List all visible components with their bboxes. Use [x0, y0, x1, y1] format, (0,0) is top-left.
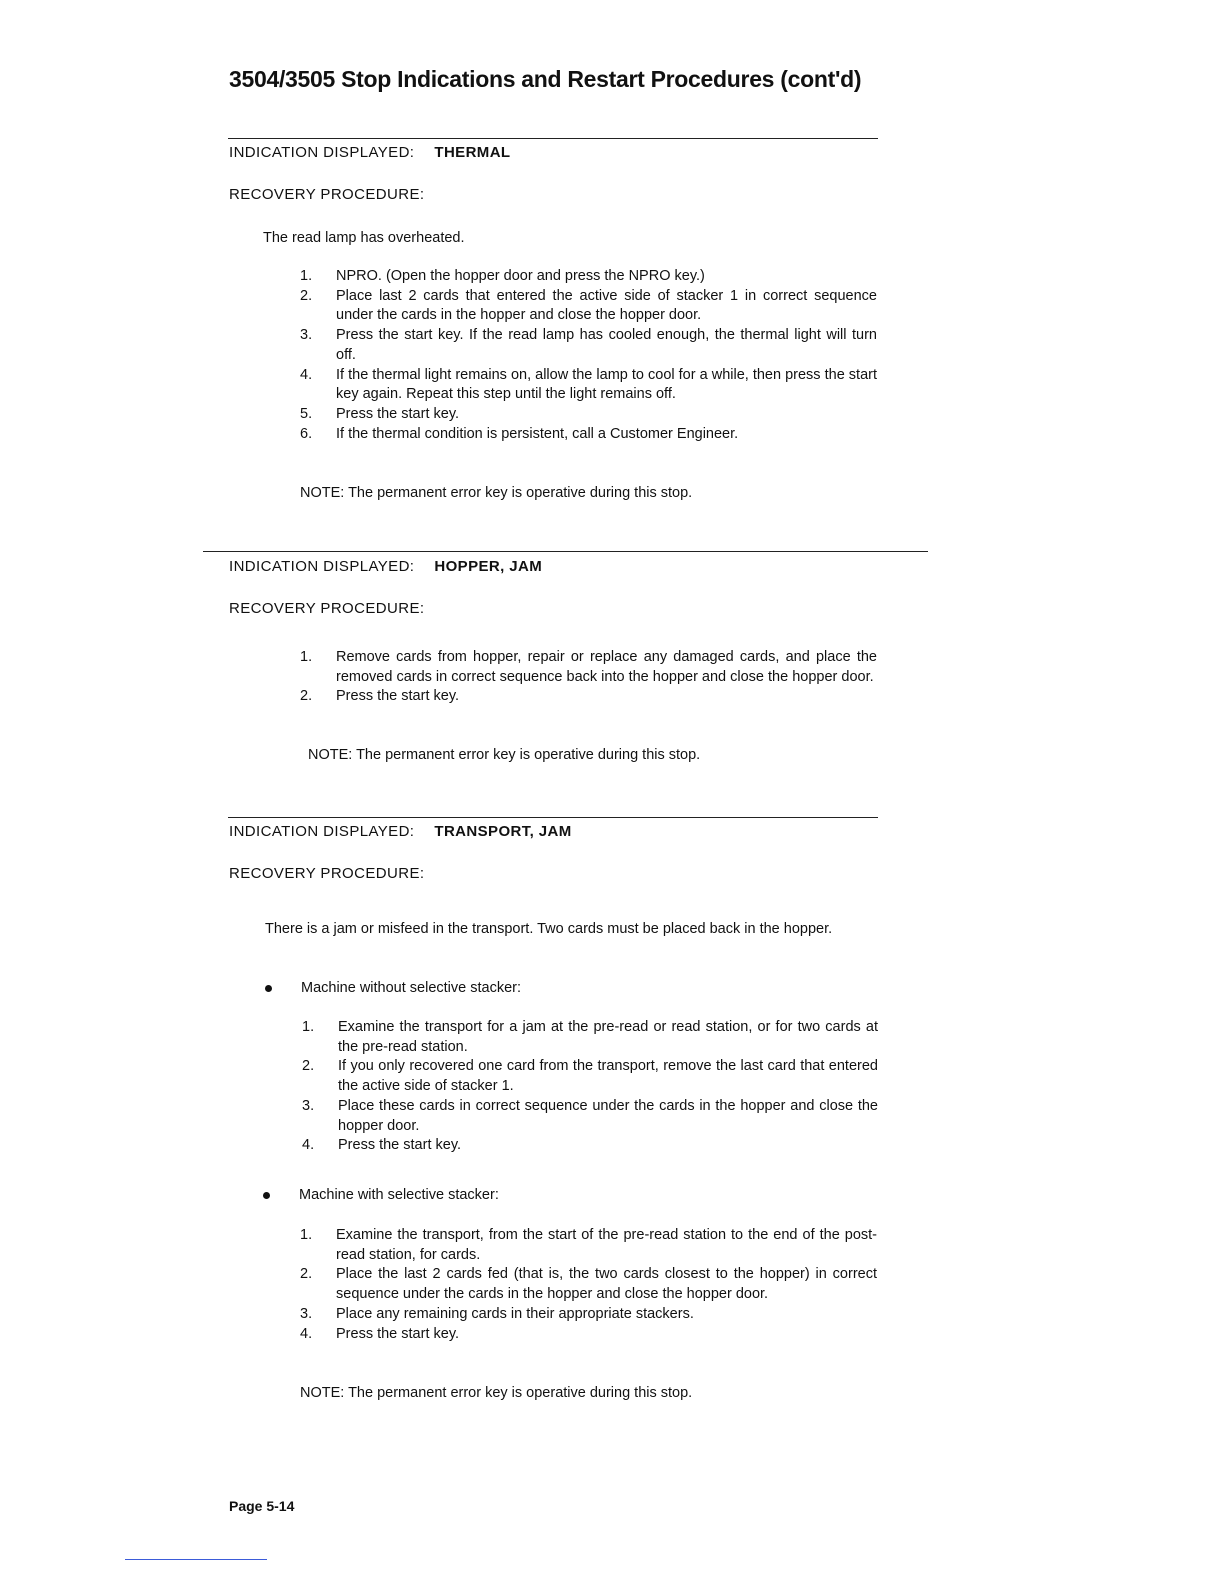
section-note: NOTE: The permanent error key is operative during this stop.	[300, 485, 693, 501]
list-item: 2. Press the start key.	[300, 688, 460, 705]
section-intro: There is a jam or misfeed in the transport. Two cards must be placed back in the hopper.	[265, 921, 833, 937]
indication-header-hopper-jam	[229, 558, 542, 575]
page-title: 3504/3505 Stop Indications and Restart Procedures (cont'd)	[229, 66, 862, 92]
section-note: NOTE: The permanent error key is operative during this stop.	[300, 1385, 693, 1401]
list-item: 3. Place any remaining cards in their appropriate stackers.	[300, 1305, 694, 1322]
list-item: 4. Press the start key.	[300, 1325, 460, 1342]
with-selective-stacker-steps	[300, 1226, 877, 1344]
list-item: 2. Place the last 2 cards fed (that is, the two cards closest to the hopper) in correct sequence under the cards in the hopper and close the hopper door.	[300, 1266, 877, 1303]
list-item: 4. If the thermal light remains on, allow the lamp to cool for a while, then press the start key again. Repeat this step until the light remains off.	[300, 366, 877, 403]
indication-label: INDICATION DISPLAYED:	[229, 144, 415, 161]
indication-value: HOPPER, JAM	[434, 558, 543, 575]
list-item: 2. If you only recovered one card from the transport, remove the last card that entered the active side of stacker 1.	[302, 1058, 878, 1095]
section-intro: The read lamp has overheated.	[263, 230, 465, 246]
list-item: 3. Press the start key. If the read lamp has cooled enough, the thermal light will turn off.	[300, 327, 877, 363]
list-item: 1. Examine the transport for a jam at the pre-read or read station, or for two cards at the pre-read station.	[302, 1019, 878, 1055]
list-item: 4. Press the start key.	[302, 1137, 462, 1154]
recovery-label: RECOVERY PROCEDURE:	[229, 186, 425, 203]
bullet-with-selective-stacker: Machine with selective stacker:	[299, 1186, 499, 1206]
list-item: 1. Examine the transport, from the start of the pre-read station to the end of the post-read station, for cards.	[300, 1227, 877, 1263]
without-selective-stacker-steps	[302, 1018, 878, 1156]
list-item: 1. Remove cards from hopper, repair or replace any damaged cards, and place the removed cards in correct sequence back into the hopper and close the hopper door.	[300, 649, 877, 685]
recovery-label: RECOVERY PROCEDURE:	[229, 865, 425, 882]
thermal-steps	[300, 267, 877, 444]
indication-label: INDICATION DISPLAYED:	[229, 558, 415, 575]
indication-header-thermal	[229, 144, 511, 161]
bullet-icon	[265, 985, 272, 992]
hopper-jam-steps	[300, 648, 877, 707]
footer-rule	[125, 1559, 267, 1560]
indication-value: THERMAL	[434, 144, 511, 161]
bullet-icon	[263, 1192, 270, 1199]
recovery-label: RECOVERY PROCEDURE:	[229, 600, 425, 617]
bullet-without-selective-stacker: Machine without selective stacker:	[301, 979, 521, 999]
section-divider	[228, 817, 878, 818]
list-item: 1. NPRO. (Open the hopper door and press the NPRO key.)	[300, 268, 705, 284]
page-number: Page 5-14	[229, 1498, 295, 1514]
section-note: NOTE: The permanent error key is operative during this stop.	[308, 747, 701, 763]
list-item: 6. If the thermal condition is persistent, call a Customer Engineer.	[300, 425, 739, 442]
list-item: 3. Place these cards in correct sequence under the cards in the hopper and close the hopper door.	[302, 1097, 878, 1134]
section-divider	[203, 551, 928, 552]
list-item: 5. Press the start key.	[300, 405, 460, 422]
list-item: 2. Place last 2 cards that entered the active side of stacker 1 in correct sequence under the cards in the hopper and close the hopper door.	[300, 287, 877, 324]
section-divider	[228, 138, 878, 139]
indication-label: INDICATION DISPLAYED:	[229, 823, 415, 840]
indication-header-transport-jam	[229, 823, 572, 840]
indication-value: TRANSPORT, JAM	[434, 823, 572, 840]
